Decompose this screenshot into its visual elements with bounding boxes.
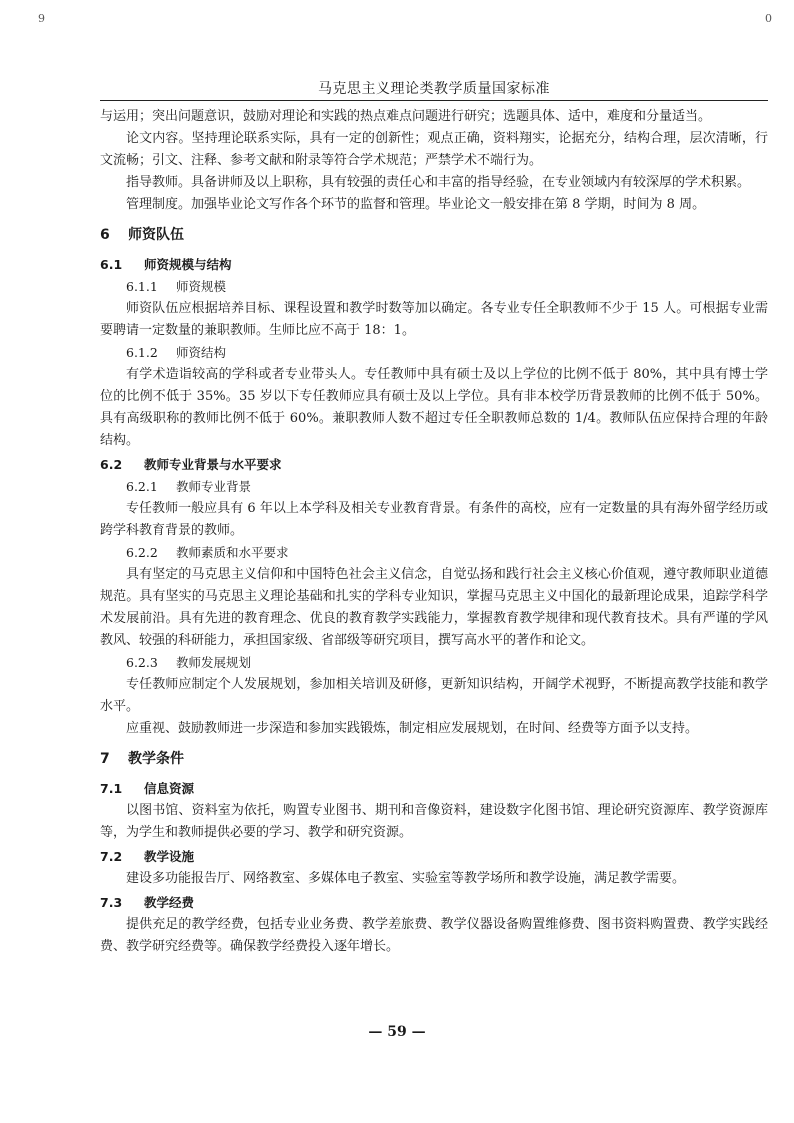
heading-number: 6 — [100, 227, 110, 243]
heading-title: 教师专业背景 — [176, 479, 252, 494]
page-number: — 59 — — [368, 1024, 426, 1040]
heading-title: 教学设施 — [144, 849, 195, 864]
heading-title: 教学经费 — [144, 895, 195, 910]
header-rule — [100, 100, 768, 101]
paragraph: 与运用；突出问题意识，鼓励对理论和实践的热点难点问题进行研究；选题具体、适中，难度和分量适当。 — [100, 109, 712, 124]
heading-number: 6.1 — [100, 257, 123, 272]
heading-number: 6.2 — [100, 457, 123, 472]
paragraph: 专任教师应制定个人发展规划，参加相关培训及研修，更新知识结构，开阔学术视野，不断提高教学技能和教学水平。 — [100, 677, 768, 714]
subsection-heading — [100, 254, 768, 276]
heading-number: 6.1.2 — [126, 345, 158, 360]
paragraph: 应重视、鼓励教师进一步深造和参加实践锻炼，制定相应发展规划，在时间、经费等方面予以支持。 — [126, 721, 699, 736]
running-header: 马克思主义理论类教学质量国家标准 — [318, 81, 550, 97]
heading-title: 师资规模与结构 — [144, 257, 232, 272]
paragraph: 管理制度。加强毕业论文写作各个环节的监督和管理。毕业论文一般安排在第 8 学期，时间为 8 周。 — [126, 197, 706, 212]
section-heading — [100, 746, 768, 772]
paragraph: 以图书馆、资料室为依托，购置专业图书、期刊和音像资料，建设数字化图书馆、理论研究资源库、教学资源库等，为学生和教师提供必要的学习、教学和研究资源。 — [100, 803, 768, 840]
heading-title: 教师发展规划 — [176, 655, 252, 670]
subsection-heading — [100, 778, 768, 800]
heading-title: 师资队伍 — [128, 227, 184, 243]
heading-title: 教师专业背景与水平要求 — [144, 457, 282, 472]
subsection-heading — [100, 892, 768, 914]
heading-number: 6.2.3 — [126, 655, 158, 670]
heading-number: 7.3 — [100, 895, 123, 910]
subsubsection-heading — [100, 342, 768, 364]
heading-number: 6.2.2 — [126, 545, 158, 560]
corner-mark-left: 9 — [38, 12, 45, 25]
heading-title: 师资结构 — [176, 345, 227, 360]
paragraph: 有学术造诣较高的学科或者专业带头人。专任教师中具有硕士及以上学位的比例不低于 80%，其中具有博士学位的比例不低于 35%。35 岁以下专任教师应具有硕士及以上学位。具有非本校学历背景教师的比例不低于 50%。具有高级职称的教师比例不低于 60%。兼职教师人数不超过专任全职教师总数的 1/4。教师队伍应保持合理的年龄结构。 — [100, 367, 768, 448]
paragraph: 具有坚定的马克思主义信仰和中国特色社会主义信念，自觉弘扬和践行社会主义核心价值观，遵守教师职业道德规范。具有坚实的马克思主义理论基础和扎实的学科专业知识，掌握马克思主义中国化的最新理论成果，追踪学科学术发展前沿。具有先进的教育理念、优良的教育教学实践能力，掌握教育教学规律和现代教育技术。具有严谨的学风教风、较强的科研能力，承担国家级、省部级等研究项目，撰写高水平的著作和论文。 — [100, 567, 768, 648]
subsection-heading — [100, 846, 768, 868]
heading-number: 7 — [100, 751, 110, 767]
paragraph: 论文内容。坚持理论联系实际，具有一定的创新性；观点正确，资料翔实，论据充分，结构合理，层次清晰，行文流畅；引文、注释、参考文献和附录等符合学术规范；严禁学术不端行为。 — [100, 131, 768, 168]
heading-number: 6.1.1 — [126, 279, 158, 294]
paragraph: 师资队伍应根据培养目标、课程设置和教学时数等加以确定。各专业专任全职教师不少于 15 人。可根据专业需要聘请一定数量的兼职教师。生师比应不高于 18：1。 — [100, 301, 768, 338]
document-body — [100, 106, 768, 958]
heading-title: 教学条件 — [128, 751, 184, 767]
paragraph: 建设多功能报告厅、网络教室、多媒体电子教室、实验室等教学场所和教学设施，满足教学需要。 — [126, 871, 686, 886]
paragraph: 提供充足的教学经费，包括专业业务费、教学差旅费、教学仪器设备购置维修费、图书资料购置费、教学实践经费、教学研究经费等。确保教学经费投入逐年增长。 — [100, 917, 768, 954]
paragraph: 专任教师一般应具有 6 年以上本学科及相关专业教育背景。有条件的高校，应有一定数量的具有海外留学经历或跨学科教育背景的教师。 — [100, 501, 768, 538]
subsubsection-heading — [100, 542, 768, 564]
heading-number: 6.2.1 — [126, 479, 158, 494]
subsection-heading — [100, 454, 768, 476]
heading-title: 教师素质和水平要求 — [176, 545, 289, 560]
heading-title: 信息资源 — [144, 781, 195, 796]
subsubsection-heading — [100, 476, 768, 498]
section-heading — [100, 222, 768, 248]
heading-title: 师资规模 — [176, 279, 227, 294]
subsubsection-heading — [100, 276, 768, 298]
corner-mark-right: 0 — [765, 12, 772, 25]
paragraph: 指导教师。具备讲师及以上职称，具有较强的责任心和丰富的指导经验，在专业领域内有较深厚的学术积累。 — [126, 175, 751, 190]
subsubsection-heading — [100, 652, 768, 674]
heading-number: 7.1 — [100, 781, 123, 796]
heading-number: 7.2 — [100, 849, 123, 864]
